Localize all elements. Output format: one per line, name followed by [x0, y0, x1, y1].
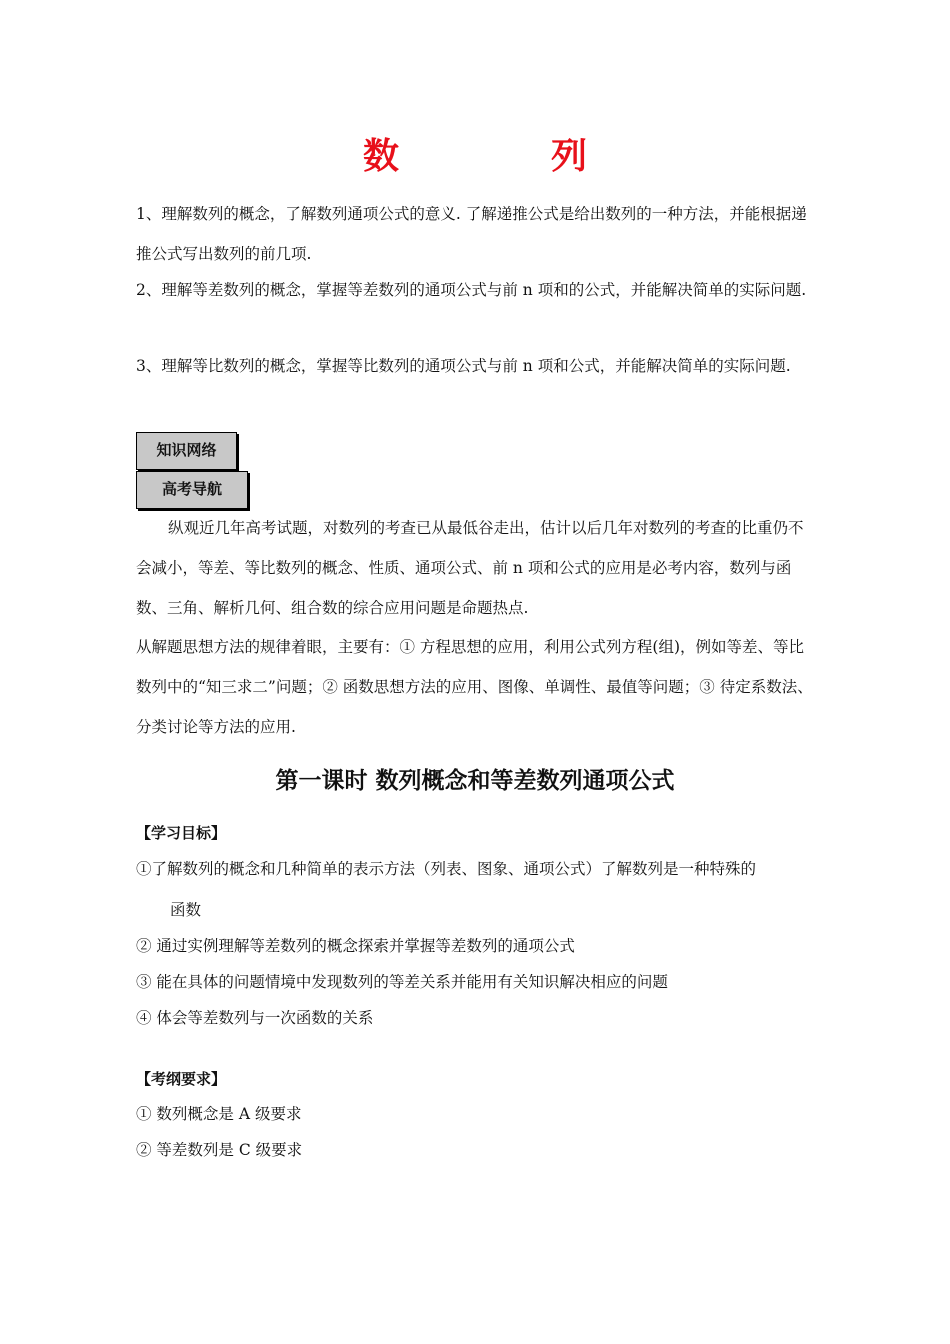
learning-goal-item: 函数: [170, 901, 202, 919]
learning-goal-item: ③ 能在具体的问题情境中发现数列的等差关系并能用有关知识解决相应的问题: [136, 973, 668, 991]
tab-knowledge-network: 知识网络: [136, 432, 237, 470]
guide-paragraph-2: 从解题思想方法的规律着眼，主要有：① 方程思想的应用，利用公式列方程(组)，例如等差、等比数列中的“知三求二”问题；② 函数思想方法的应用、图像、单调性、最值等问题；③ 待定系数法、分类讨论等方法的应用.: [136, 638, 813, 736]
syllabus-heading: 【考纲要求】: [136, 1070, 227, 1088]
syllabus-item: ① 数列概念是 A 级要求: [136, 1105, 302, 1123]
objective-paragraph-2: 2、理解等差数列的概念，掌握等差数列的通项公式与前 n 项和的公式，并能解决简单的实际问题.: [136, 281, 807, 299]
guide-paragraph-1: 纵观近几年高考试题，对数列的考查已从最低谷走出，估计以后几年对数列的考查的比重仍不会减小，等差、等比数列的概念、性质、通项公式、前 n 项和公式的应用是必考内容，数列与函数、三角、解析几何、组合数的综合应用问题是命题热点.: [136, 519, 804, 617]
learning-goal-item: ② 通过实例理解等差数列的概念探索并掌握等差数列的通项公式: [136, 937, 575, 955]
learning-goal-item: ①了解数列的概念和几种简单的表示方法（列表、图象、通项公式）了解数列是一种特殊的: [136, 860, 757, 878]
syllabus-item: ② 等差数列是 C 级要求: [136, 1141, 303, 1159]
objective-paragraph-3: 3、理解等比数列的概念，掌握等比数列的通项公式与前 n 项和公式，并能解决简单的实际问题.: [136, 357, 791, 375]
objective-paragraph-1: 1、理解数列的概念，了解数列通项公式的意义. 了解递推公式是给出数列的一种方法，并能根据递推公式写出数列的前几项.: [136, 205, 807, 263]
learning-goal-item: ④ 体会等差数列与一次函数的关系: [136, 1009, 374, 1027]
page-title: 数 列: [362, 136, 645, 177]
lesson-title: 第一课时 数列概念和等差数列通项公式: [275, 768, 675, 794]
learning-goals-heading: 【学习目标】: [136, 824, 227, 842]
tab-exam-guide: 高考导航: [136, 471, 248, 509]
